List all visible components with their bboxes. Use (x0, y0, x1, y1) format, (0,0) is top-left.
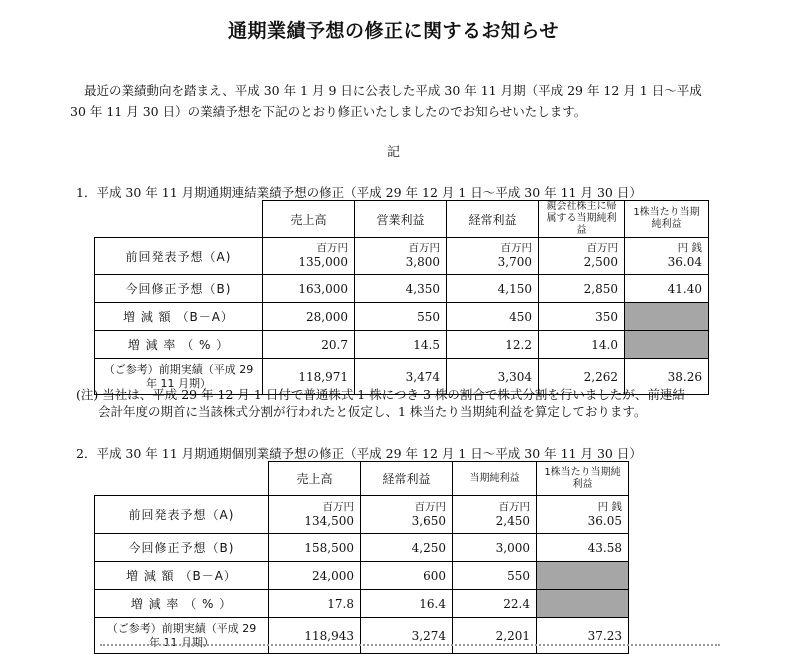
col-header: 親会社株主に帰属する当期純利益 (539, 201, 625, 238)
table-cell: 550 (355, 303, 447, 331)
table-cell: 118,971 (263, 359, 355, 395)
table-cell: 17.8 (269, 590, 361, 618)
table-cell: 14.0 (539, 331, 625, 359)
table-cell: 24,000 (269, 562, 361, 590)
footnote-line: (注) 当社は、平成 29 年 12 月 1 日付で普通株式 1 株につき 3 株の割合で株式分割を行いましたが、前連結 (76, 387, 685, 402)
section2-heading: 2．平成 30 年 11 月期通期個別業績予想の修正（平成 29 年 12 月 1 日～平成 30 年 11 月 30 日） (76, 446, 642, 461)
row-label: 増 減 率 （ % ） (95, 590, 269, 618)
table-cell: 4,250 (361, 534, 453, 562)
table-cell: 2,201 (453, 618, 537, 654)
table-cell: 43.58 (537, 534, 629, 562)
unit-label: 百万円 (316, 242, 348, 254)
table-cell: 12.2 (447, 331, 539, 359)
table-cell: 円 銭 36.05 (537, 496, 629, 534)
ki-heading: 記 (386, 145, 400, 160)
table-cell: 百万円 2,500 (539, 238, 625, 275)
col-header: 当期純利益 (453, 462, 537, 496)
table-cell: 百万円 2,450 (453, 496, 537, 534)
row-label: 増 減 額 （B－A） (95, 562, 269, 590)
unit-label: 百万円 (322, 500, 354, 513)
table-cell: 百万円 135,000 (263, 238, 355, 275)
table-cell: 163,000 (263, 275, 355, 303)
table-cell: 14.5 (355, 331, 447, 359)
table-cell: 3,474 (355, 359, 447, 395)
table-cell: 37.23 (537, 618, 629, 654)
table-cell: 16.4 (361, 590, 453, 618)
table-cell: 450 (447, 303, 539, 331)
table-cell: 円 銭 36.04 (625, 238, 709, 275)
blank-shaded-cell (537, 562, 629, 590)
table-cell: 38.26 (625, 359, 709, 395)
table-row (95, 590, 629, 618)
table-row (95, 496, 629, 534)
blank-shaded-cell (537, 590, 629, 618)
table-cell: 118,943 (269, 618, 361, 654)
section1-heading: 1．平成 30 年 11 月期通期連結業績予想の修正（平成 29 年 12 月 1 日～平成 30 年 11 月 30 日） (76, 185, 642, 200)
unit-label: 円 銭 (597, 500, 622, 513)
unit-label: 円 銭 (677, 242, 702, 254)
unit-label: 百万円 (586, 242, 618, 254)
col-header: 売上高 (263, 201, 355, 238)
table-cell: 550 (453, 562, 537, 590)
unit-label: 百万円 (500, 242, 532, 254)
table-row (95, 331, 709, 359)
intro-paragraph (70, 80, 720, 122)
table-header-row (95, 201, 709, 238)
table-row (95, 303, 709, 331)
col-header: 営業利益 (355, 201, 447, 238)
table-header-row (95, 462, 629, 496)
nonconsolidated-forecast-table (94, 461, 629, 654)
table-row (95, 562, 629, 590)
unit-label: 百万円 (414, 500, 446, 513)
intro-text: 最近の業績動向を踏まえ、平成 30 年 1 月 9 日に公表した平成 30 年 11 月期（平成 29 年 12 月 1 日～平成 30 年 11 月 30 日）の業績予想を下記のとおり修正いたしましたのでお知らせいたします。 (70, 83, 702, 119)
table-cell: 百万円 3,800 (355, 238, 447, 275)
table-cell: 22.4 (453, 590, 537, 618)
col-header: 売上高 (269, 462, 361, 496)
footnote-line: 会計年度の期首に当該株式分割が行われたと仮定し、1 株当たり当期純利益を算定しております。 (98, 404, 647, 419)
blank-shaded-cell (625, 331, 709, 359)
table-cell: 4,350 (355, 275, 447, 303)
table-row (95, 238, 709, 275)
corner-cell (95, 462, 269, 496)
col-header: 経常利益 (447, 201, 539, 238)
footnote (76, 386, 726, 420)
row-label: 今回修正予想（B) (95, 275, 263, 303)
table-cell: 2,850 (539, 275, 625, 303)
table-cell: 158,500 (269, 534, 361, 562)
row-label: （ご参考）前期実績（平成 29 年 11 月期） (95, 618, 269, 654)
row-label: 前回発表予想（A) (95, 238, 263, 275)
table-row (95, 534, 629, 562)
col-header: 経常利益 (361, 462, 453, 496)
corner-cell (95, 201, 263, 238)
col-header: 1株当たり当期純利益 (625, 201, 709, 238)
row-label: 今回修正予想（B) (95, 534, 269, 562)
consolidated-forecast-table (94, 200, 709, 395)
table-row (95, 275, 709, 303)
row-label: （ご参考）前期実績（平成 29 年 11 月期） (95, 359, 263, 395)
blank-shaded-cell (625, 303, 709, 331)
table-cell: 3,000 (453, 534, 537, 562)
table-cell: 3,304 (447, 359, 539, 395)
table-cell: 百万円 3,700 (447, 238, 539, 275)
row-label: 前回発表予想（A) (95, 496, 269, 534)
unit-label: 百万円 (498, 500, 530, 513)
table-cell: 20.7 (263, 331, 355, 359)
table-cell: 28,000 (263, 303, 355, 331)
table-cell: 600 (361, 562, 453, 590)
table-cell: 41.40 (625, 275, 709, 303)
page-title: 通期業績予想の修正に関するお知らせ (228, 20, 559, 42)
col-header: 1株当たり当期純利益 (537, 462, 629, 496)
table-cell: 百万円 134,500 (269, 496, 361, 534)
unit-label: 百万円 (408, 242, 440, 254)
table-cell: 2,262 (539, 359, 625, 395)
row-label: 増 減 率 （ % ） (95, 331, 263, 359)
table-cell: 350 (539, 303, 625, 331)
table-cell: 百万円 3,650 (361, 496, 453, 534)
table-cell: 4,150 (447, 275, 539, 303)
row-label: 増 減 額 （B－A） (95, 303, 263, 331)
table-cell: 3,274 (361, 618, 453, 654)
